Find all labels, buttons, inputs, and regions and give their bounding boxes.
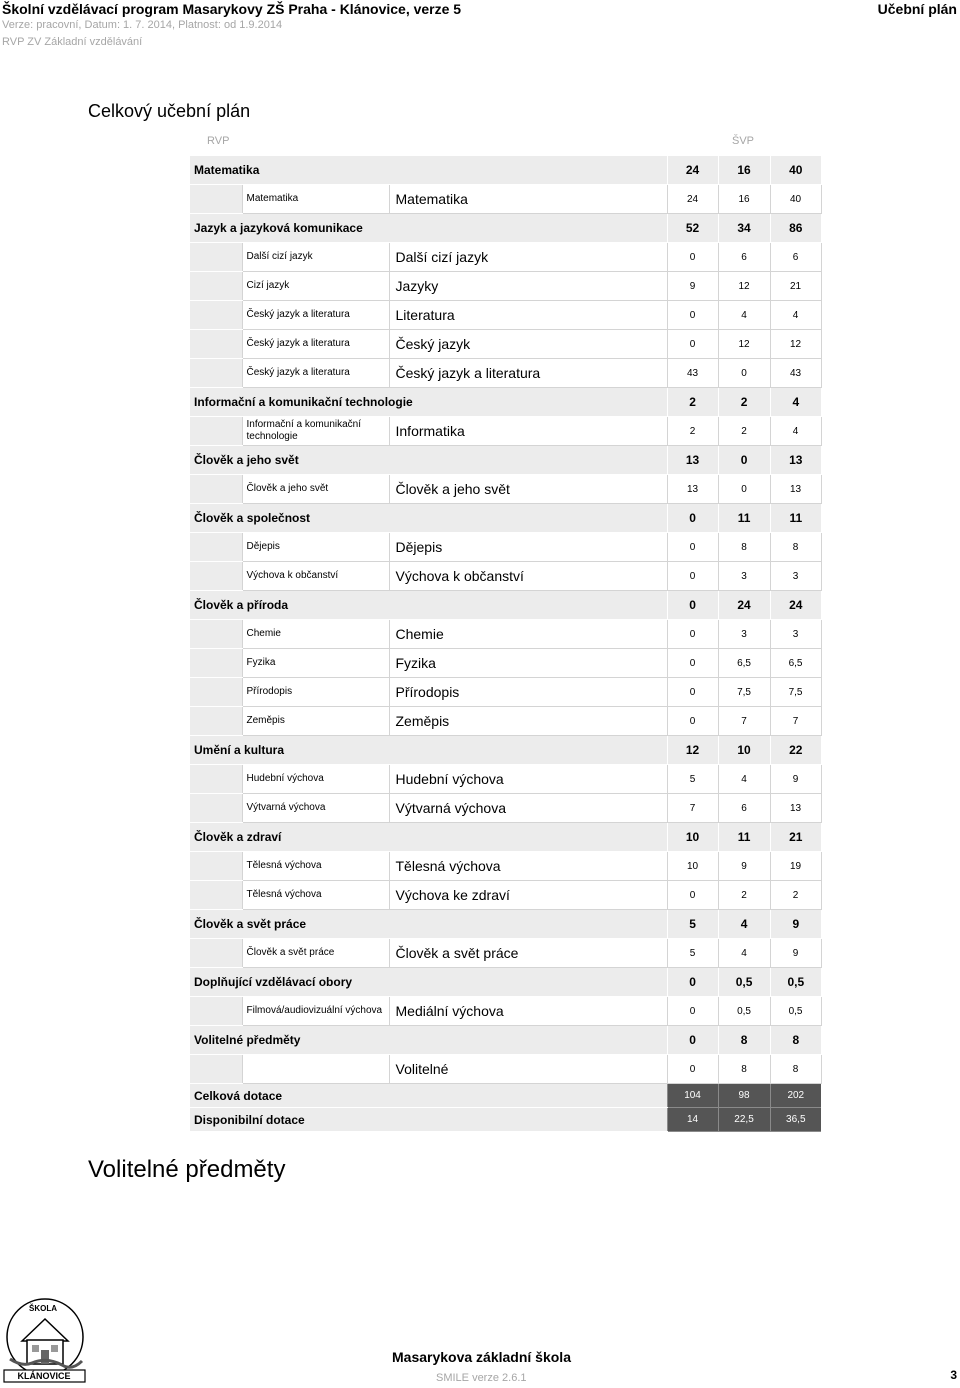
subject-total-hours: 4 <box>770 301 821 330</box>
subject-svp-hours: 0 <box>718 475 770 504</box>
subject-svp-hours: 6 <box>718 243 770 272</box>
subject-rvp-hours: 0 <box>667 620 718 649</box>
area-rvp-hours: 52 <box>667 214 718 243</box>
area-total-hours: 4 <box>770 388 821 417</box>
row-indent <box>190 997 242 1026</box>
subject-svp-hours: 16 <box>718 185 770 214</box>
total-row <box>190 1108 821 1132</box>
area-svp-hours: 10 <box>718 736 770 765</box>
subject-svp-hours: 12 <box>718 272 770 301</box>
subject-total-hours: 43 <box>770 359 821 388</box>
row-indent <box>190 881 242 910</box>
subject-total-hours: 40 <box>770 185 821 214</box>
rvp-subject-name: Český jazyk a literatura <box>242 301 389 330</box>
rvp-subject-name: Filmová/audiovizuální výchova <box>242 997 389 1026</box>
subject-svp-hours: 7 <box>718 707 770 736</box>
subject-svp-hours: 6,5 <box>718 649 770 678</box>
subject-rvp-hours: 0 <box>667 243 718 272</box>
area-total-hours: 40 <box>770 156 821 185</box>
subject-svp-hours: 0 <box>718 359 770 388</box>
subject-svp-hours: 12 <box>718 330 770 359</box>
curriculum-table <box>190 155 822 1132</box>
area-total-hours: 24 <box>770 591 821 620</box>
subject-rvp-hours: 13 <box>667 475 718 504</box>
area-name: Umění a kultura <box>190 736 667 765</box>
area-name: Matematika <box>190 156 667 185</box>
row-indent <box>190 417 242 446</box>
area-row <box>190 591 821 620</box>
subject-total-hours: 0,5 <box>770 997 821 1026</box>
subject-rvp-hours: 43 <box>667 359 718 388</box>
rvp-subject-name: Člověk a jeho svět <box>242 475 389 504</box>
area-name: Jazyk a jazyková komunikace <box>190 214 667 243</box>
rvp-subject-name <box>242 1055 389 1084</box>
subject-row <box>190 359 821 388</box>
area-row <box>190 388 821 417</box>
area-rvp-hours: 2 <box>667 388 718 417</box>
subject-rvp-hours: 0 <box>667 301 718 330</box>
footer-version: SMILE verze 2.6.1 <box>436 1372 527 1384</box>
subject-svp-hours: 3 <box>718 562 770 591</box>
svp-subject-name: Výchova k občanství <box>389 562 667 591</box>
subject-rvp-hours: 5 <box>667 939 718 968</box>
subject-row <box>190 562 821 591</box>
svp-subject-name: Výtvarná výchova <box>389 794 667 823</box>
subject-total-hours: 7,5 <box>770 678 821 707</box>
svp-column-header: ŠVP <box>732 135 755 147</box>
area-name: Volitelné předměty <box>190 1026 667 1055</box>
subject-rvp-hours: 7 <box>667 794 718 823</box>
subject-svp-hours: 3 <box>718 620 770 649</box>
subject-rvp-hours: 0 <box>667 562 718 591</box>
total-total-hours: 36,5 <box>770 1108 821 1132</box>
subject-rvp-hours: 0 <box>667 881 718 910</box>
subject-row <box>190 533 821 562</box>
subject-rvp-hours: 0 <box>667 1055 718 1084</box>
area-total-hours: 11 <box>770 504 821 533</box>
area-total-hours: 8 <box>770 1026 821 1055</box>
row-indent <box>190 1055 242 1084</box>
row-indent <box>190 243 242 272</box>
row-indent <box>190 765 242 794</box>
house-logo-icon <box>2 1297 88 1383</box>
subject-row <box>190 243 821 272</box>
area-row <box>190 156 821 185</box>
row-indent <box>190 562 242 591</box>
svp-subject-name: Fyzika <box>389 649 667 678</box>
area-row <box>190 1026 821 1055</box>
rvp-info: RVP ZV Základní vzdělávání <box>2 36 143 48</box>
subject-total-hours: 2 <box>770 881 821 910</box>
area-rvp-hours: 0 <box>667 504 718 533</box>
subject-row <box>190 997 821 1026</box>
area-total-hours: 22 <box>770 736 821 765</box>
area-row <box>190 910 821 939</box>
subject-row <box>190 272 821 301</box>
total-row <box>190 1084 821 1108</box>
area-rvp-hours: 10 <box>667 823 718 852</box>
page-number: 3 <box>950 1368 957 1382</box>
rvp-subject-name: Hudební výchova <box>242 765 389 794</box>
row-indent <box>190 649 242 678</box>
subject-rvp-hours: 24 <box>667 185 718 214</box>
area-rvp-hours: 5 <box>667 910 718 939</box>
area-name: Člověk a jeho svět <box>190 446 667 475</box>
subject-row <box>190 330 821 359</box>
area-rvp-hours: 0 <box>667 1026 718 1055</box>
area-name: Člověk a svět práce <box>190 910 667 939</box>
subject-svp-hours: 4 <box>718 939 770 968</box>
area-rvp-hours: 0 <box>667 591 718 620</box>
subject-rvp-hours: 2 <box>667 417 718 446</box>
row-indent <box>190 620 242 649</box>
subject-total-hours: 6 <box>770 243 821 272</box>
svp-subject-name: Chemie <box>389 620 667 649</box>
subject-total-hours: 9 <box>770 939 821 968</box>
subject-svp-hours: 2 <box>718 417 770 446</box>
svp-subject-name: Mediální výchova <box>389 997 667 1026</box>
subject-svp-hours: 2 <box>718 881 770 910</box>
subject-total-hours: 3 <box>770 562 821 591</box>
subject-total-hours: 7 <box>770 707 821 736</box>
subject-svp-hours: 0,5 <box>718 997 770 1026</box>
rvp-subject-name: Český jazyk a literatura <box>242 359 389 388</box>
svp-subject-name: Český jazyk a literatura <box>389 359 667 388</box>
area-rvp-hours: 13 <box>667 446 718 475</box>
svp-subject-name: Literatura <box>389 301 667 330</box>
rvp-subject-name: Fyzika <box>242 649 389 678</box>
area-name: Člověk a společnost <box>190 504 667 533</box>
rvp-subject-name: Informační a komunikační technologie <box>242 417 389 446</box>
area-name: Doplňující vzdělávací obory <box>190 968 667 997</box>
svp-subject-name: Další cizí jazyk <box>389 243 667 272</box>
subject-rvp-hours: 0 <box>667 330 718 359</box>
rvp-subject-name: Přírodopis <box>242 678 389 707</box>
subject-row <box>190 794 821 823</box>
row-indent <box>190 185 242 214</box>
svp-subject-name: Volitelné <box>389 1055 667 1084</box>
subject-svp-hours: 6 <box>718 794 770 823</box>
svp-subject-name: Tělesná výchova <box>389 852 667 881</box>
svp-subject-name: Člověk a jeho svět <box>389 475 667 504</box>
area-row <box>190 504 821 533</box>
area-row <box>190 446 821 475</box>
subject-svp-hours: 4 <box>718 301 770 330</box>
rvp-subject-name: Člověk a svět práce <box>242 939 389 968</box>
section-title: Volitelné předměty <box>88 1156 286 1183</box>
subject-row <box>190 939 821 968</box>
area-rvp-hours: 0 <box>667 968 718 997</box>
rvp-subject-name: Tělesná výchova <box>242 881 389 910</box>
row-indent <box>190 794 242 823</box>
subject-row <box>190 649 821 678</box>
area-row <box>190 214 821 243</box>
subject-row <box>190 881 821 910</box>
subject-svp-hours: 4 <box>718 765 770 794</box>
school-logo <box>2 1297 88 1383</box>
area-svp-hours: 0,5 <box>718 968 770 997</box>
area-total-hours: 21 <box>770 823 821 852</box>
area-name: Člověk a příroda <box>190 591 667 620</box>
area-row <box>190 968 821 997</box>
row-indent <box>190 272 242 301</box>
area-name: Informační a komunikační technologie <box>190 388 667 417</box>
footer-school-name: Masarykova základní škola <box>392 1349 571 1365</box>
total-rvp-hours: 104 <box>667 1084 718 1108</box>
subject-row <box>190 620 821 649</box>
subject-total-hours: 12 <box>770 330 821 359</box>
subject-row <box>190 301 821 330</box>
subject-row <box>190 852 821 881</box>
total-total-hours: 202 <box>770 1084 821 1108</box>
area-rvp-hours: 12 <box>667 736 718 765</box>
area-svp-hours: 11 <box>718 504 770 533</box>
subject-row <box>190 765 821 794</box>
area-svp-hours: 4 <box>718 910 770 939</box>
subject-total-hours: 6,5 <box>770 649 821 678</box>
subject-row <box>190 185 821 214</box>
svp-subject-name: Jazyky <box>389 272 667 301</box>
rvp-subject-name: Matematika <box>242 185 389 214</box>
svp-subject-name: Dějepis <box>389 533 667 562</box>
total-name: Disponibilní dotace <box>190 1108 667 1132</box>
subject-row <box>190 417 821 446</box>
total-svp-hours: 98 <box>718 1084 770 1108</box>
area-total-hours: 13 <box>770 446 821 475</box>
row-indent <box>190 707 242 736</box>
subject-total-hours: 13 <box>770 475 821 504</box>
subject-svp-hours: 7,5 <box>718 678 770 707</box>
subject-row <box>190 1055 821 1084</box>
subject-total-hours: 4 <box>770 417 821 446</box>
subject-rvp-hours: 0 <box>667 678 718 707</box>
curriculum-table-body <box>190 156 821 1132</box>
row-indent <box>190 475 242 504</box>
area-svp-hours: 16 <box>718 156 770 185</box>
svp-subject-name: Zeměpis <box>389 707 667 736</box>
row-indent <box>190 852 242 881</box>
subject-rvp-hours: 0 <box>667 649 718 678</box>
subject-total-hours: 8 <box>770 533 821 562</box>
subject-total-hours: 3 <box>770 620 821 649</box>
rvp-subject-name: Dějepis <box>242 533 389 562</box>
total-rvp-hours: 14 <box>667 1108 718 1132</box>
subject-rvp-hours: 0 <box>667 533 718 562</box>
subject-rvp-hours: 10 <box>667 852 718 881</box>
svp-subject-name: Informatika <box>389 417 667 446</box>
row-indent <box>190 359 242 388</box>
rvp-subject-name: Chemie <box>242 620 389 649</box>
subject-total-hours: 13 <box>770 794 821 823</box>
svp-subject-name: Člověk a svět práce <box>389 939 667 968</box>
area-svp-hours: 11 <box>718 823 770 852</box>
subject-total-hours: 9 <box>770 765 821 794</box>
subject-rvp-hours: 0 <box>667 707 718 736</box>
subject-row <box>190 678 821 707</box>
subject-total-hours: 21 <box>770 272 821 301</box>
subject-total-hours: 8 <box>770 1055 821 1084</box>
area-row <box>190 823 821 852</box>
area-total-hours: 86 <box>770 214 821 243</box>
area-total-hours: 0,5 <box>770 968 821 997</box>
rvp-subject-name: Cizí jazyk <box>242 272 389 301</box>
logo-bottom-text: KLÁNOVICE <box>17 1371 71 1381</box>
subject-rvp-hours: 5 <box>667 765 718 794</box>
rvp-subject-name: Tělesná výchova <box>242 852 389 881</box>
subject-svp-hours: 8 <box>718 533 770 562</box>
row-indent <box>190 939 242 968</box>
subject-svp-hours: 9 <box>718 852 770 881</box>
rvp-column-header: RVP <box>207 135 230 147</box>
program-title: Školní vzdělávací program Masarykovy ZŠ Praha - Klánovice, verze 5 <box>2 1 462 17</box>
section-label: Učební plán <box>877 1 957 17</box>
svp-subject-name: Výchova ke zdraví <box>389 881 667 910</box>
area-svp-hours: 2 <box>718 388 770 417</box>
area-name: Člověk a zdraví <box>190 823 667 852</box>
version-info: Verze: pracovní, Datum: 1. 7. 2014, Platnost: od 1.9.2014 <box>2 19 283 31</box>
page-title: Celkový učební plán <box>88 101 251 121</box>
total-name: Celková dotace <box>190 1084 667 1108</box>
area-rvp-hours: 24 <box>667 156 718 185</box>
area-svp-hours: 8 <box>718 1026 770 1055</box>
svp-subject-name: Matematika <box>389 185 667 214</box>
row-indent <box>190 678 242 707</box>
area-svp-hours: 24 <box>718 591 770 620</box>
logo-top-text: ŠKOLA <box>29 1304 57 1313</box>
subject-svp-hours: 8 <box>718 1055 770 1084</box>
subject-rvp-hours: 9 <box>667 272 718 301</box>
row-indent <box>190 301 242 330</box>
svp-subject-name: Český jazyk <box>389 330 667 359</box>
area-svp-hours: 0 <box>718 446 770 475</box>
subject-row <box>190 707 821 736</box>
rvp-subject-name: Zeměpis <box>242 707 389 736</box>
total-svp-hours: 22,5 <box>718 1108 770 1132</box>
row-indent <box>190 533 242 562</box>
subject-row <box>190 475 821 504</box>
row-indent <box>190 330 242 359</box>
area-total-hours: 9 <box>770 910 821 939</box>
rvp-subject-name: Další cizí jazyk <box>242 243 389 272</box>
svp-subject-name: Přírodopis <box>389 678 667 707</box>
rvp-subject-name: Výchova k občanství <box>242 562 389 591</box>
svp-subject-name: Hudební výchova <box>389 765 667 794</box>
area-svp-hours: 34 <box>718 214 770 243</box>
area-row <box>190 736 821 765</box>
rvp-subject-name: Český jazyk a literatura <box>242 330 389 359</box>
subject-rvp-hours: 0 <box>667 997 718 1026</box>
subject-total-hours: 19 <box>770 852 821 881</box>
rvp-subject-name: Výtvarná výchova <box>242 794 389 823</box>
